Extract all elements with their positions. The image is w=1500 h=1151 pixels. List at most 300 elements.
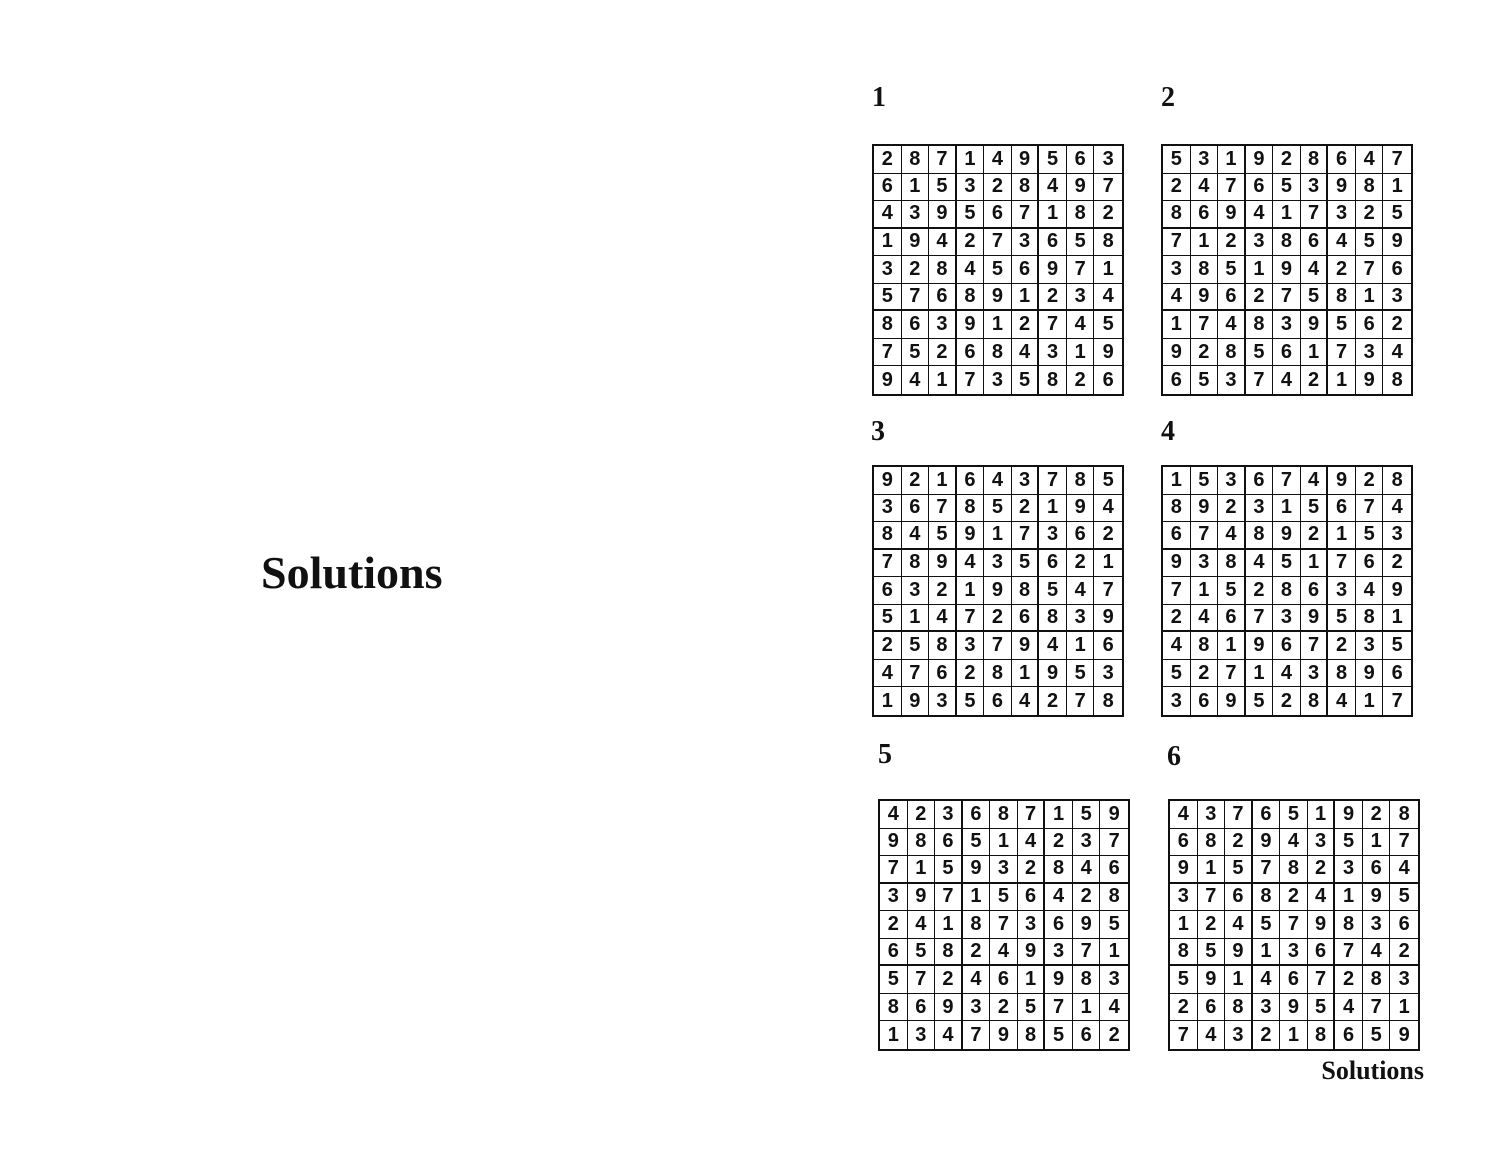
sudoku-cell: 8 bbox=[1163, 201, 1191, 229]
sudoku-cell: 6 bbox=[1039, 229, 1067, 257]
sudoku-cell: 8 bbox=[1335, 911, 1363, 939]
sudoku-cell: 7 bbox=[1039, 311, 1067, 339]
sudoku-cell: 2 bbox=[1067, 366, 1095, 394]
sudoku-cell: 4 bbox=[1390, 856, 1418, 884]
sudoku-cell: 5 bbox=[908, 939, 936, 967]
sudoku-cell: 9 bbox=[1163, 550, 1191, 578]
sudoku-cell: 7 bbox=[1328, 339, 1356, 367]
sudoku-cell: 9 bbox=[990, 1021, 1018, 1049]
sudoku-cell: 2 bbox=[1094, 201, 1122, 229]
sudoku-cell: 2 bbox=[1390, 939, 1418, 967]
sudoku-cell: 3 bbox=[1039, 522, 1067, 550]
sudoku-cell: 1 bbox=[1039, 495, 1067, 523]
sudoku-cell: 9 bbox=[1094, 605, 1122, 633]
sudoku-cell: 1 bbox=[1363, 829, 1391, 857]
sudoku-cell: 2 bbox=[1108, 1023, 1120, 1046]
sudoku-cell: 4 bbox=[1301, 467, 1329, 495]
sudoku-cell: 9 bbox=[1328, 467, 1356, 495]
sudoku-cell: 7 bbox=[1039, 467, 1067, 495]
sudoku-cell: 4 bbox=[990, 939, 1018, 967]
sudoku-cell: 4 bbox=[1246, 201, 1274, 229]
sudoku-cell: 3 bbox=[1363, 911, 1391, 939]
sudoku-cell: 7 bbox=[1012, 201, 1040, 229]
sudoku-cell: 9 bbox=[984, 577, 1012, 605]
sudoku-cell: 8 bbox=[874, 311, 902, 339]
sudoku-cell: 7 bbox=[1198, 884, 1226, 912]
sudoku-cell: 7 bbox=[902, 284, 930, 312]
sudoku-cell: 9 bbox=[1363, 884, 1391, 912]
sudoku-cell: 5 bbox=[1328, 605, 1356, 633]
sudoku-cell: 8 bbox=[1039, 605, 1067, 633]
sudoku-cell: 8 bbox=[1094, 229, 1122, 257]
sudoku-cell: 5 bbox=[1356, 522, 1384, 550]
sudoku-cell: 4 bbox=[1301, 256, 1329, 284]
sudoku-cell: 2 bbox=[1335, 966, 1363, 994]
sudoku-cell: 1 bbox=[1273, 495, 1301, 523]
sudoku-cell: 4 bbox=[1356, 577, 1384, 605]
sudoku-cell: 8 bbox=[1356, 605, 1384, 633]
sudoku-cell: 8 bbox=[1170, 939, 1198, 967]
sudoku-cell: 3 bbox=[880, 884, 908, 912]
sudoku-cell: 1 bbox=[929, 366, 957, 394]
sudoku-cell: 8 bbox=[1253, 884, 1281, 912]
sudoku-cell: 9 bbox=[908, 884, 936, 912]
sudoku-cell: 1 bbox=[1067, 632, 1095, 660]
sudoku-cell: 6 bbox=[1390, 911, 1418, 939]
sudoku-cell: 4 bbox=[1356, 146, 1384, 174]
sudoku-cell: 2 bbox=[1301, 522, 1329, 550]
sudoku-cell: 2 bbox=[984, 605, 1012, 633]
sudoku-cell: 6 bbox=[1356, 550, 1384, 578]
sudoku-cell: 3 bbox=[1067, 605, 1095, 633]
sudoku-cell: 6 bbox=[957, 339, 985, 367]
sudoku-cell: 4 bbox=[1163, 632, 1191, 660]
sudoku-cell: 7 bbox=[1045, 994, 1073, 1022]
sudoku-cell: 1 bbox=[1018, 966, 1046, 994]
sudoku-cell: 9 bbox=[1039, 660, 1067, 688]
sudoku-cell: 7 bbox=[1246, 366, 1274, 394]
sudoku-cell: 2 bbox=[1012, 311, 1040, 339]
sudoku-cell: 1 bbox=[1253, 939, 1281, 967]
sudoku-cell: 7 bbox=[1273, 284, 1301, 312]
sudoku-cell: 5 bbox=[1198, 939, 1226, 967]
sudoku-cell: 5 bbox=[1100, 911, 1128, 939]
sudoku-cell: 8 bbox=[1390, 801, 1418, 829]
sudoku-cell: 7 bbox=[1067, 687, 1095, 715]
sudoku-cell: 9 bbox=[929, 550, 957, 578]
sudoku-cell: 1 bbox=[1383, 174, 1411, 202]
sudoku-cell: 7 bbox=[1218, 174, 1246, 202]
sudoku-cell: 9 bbox=[1301, 605, 1329, 633]
sudoku-cell: 1 bbox=[1280, 1021, 1308, 1049]
sudoku-cell: 3 bbox=[1308, 829, 1336, 857]
sudoku-cell: 4 bbox=[1094, 284, 1122, 312]
sudoku-cell: 1 bbox=[1273, 201, 1301, 229]
sudoku-cell: 2 bbox=[957, 229, 985, 257]
sudoku-cell: 8 bbox=[1018, 1021, 1046, 1049]
sudoku-cell: 7 bbox=[1218, 660, 1246, 688]
sudoku-cell: 9 bbox=[1170, 856, 1198, 884]
sudoku-cell: 3 bbox=[1163, 256, 1191, 284]
sudoku-cell: 8 bbox=[935, 939, 963, 967]
sudoku-grid-6 bbox=[1168, 799, 1420, 1051]
sudoku-cell: 5 bbox=[1073, 801, 1101, 829]
sudoku-cell: 7 bbox=[1335, 939, 1363, 967]
sudoku-cell: 8 bbox=[957, 284, 985, 312]
sudoku-cell: 3 bbox=[929, 687, 957, 715]
sudoku-cell: 7 bbox=[1067, 256, 1095, 284]
sudoku-cell: 8 bbox=[908, 829, 936, 857]
sudoku-cell: 6 bbox=[1073, 1021, 1101, 1049]
sudoku-cell: 1 bbox=[1191, 229, 1219, 257]
sudoku-cell: 3 bbox=[963, 994, 991, 1022]
sudoku-cell: 7 bbox=[1356, 495, 1384, 523]
sudoku-cell: 3 bbox=[1163, 687, 1191, 715]
sudoku-cell: 3 bbox=[1094, 146, 1122, 174]
sudoku-cell: 2 bbox=[990, 994, 1018, 1022]
footer-section-label: Solutions bbox=[1321, 1056, 1424, 1085]
sudoku-cell: 7 bbox=[990, 911, 1018, 939]
sudoku-cell: 7 bbox=[880, 856, 908, 884]
sudoku-cell: 9 bbox=[1356, 660, 1384, 688]
sudoku-cell: 4 bbox=[1045, 884, 1073, 912]
sudoku-cell: 5 bbox=[1163, 660, 1191, 688]
sudoku-cell: 9 bbox=[1218, 687, 1246, 715]
sudoku-cell: 5 bbox=[1218, 577, 1246, 605]
sudoku-cell: 9 bbox=[1246, 632, 1274, 660]
sudoku-cell: 4 bbox=[1039, 174, 1067, 202]
sudoku-cell: 7 bbox=[1356, 256, 1384, 284]
sudoku-cell: 4 bbox=[1308, 884, 1336, 912]
sudoku-cell: 7 bbox=[984, 229, 1012, 257]
sudoku-cell: 2 bbox=[984, 174, 1012, 202]
sudoku-cell: 2 bbox=[1039, 687, 1067, 715]
sudoku-cell: 1 bbox=[1163, 311, 1191, 339]
sudoku-cell: 1 bbox=[1328, 522, 1356, 550]
sudoku-grid-3 bbox=[872, 465, 1124, 717]
sudoku-grid-1 bbox=[872, 144, 1124, 396]
sudoku-cell: 8 bbox=[1273, 577, 1301, 605]
sudoku-cell: 1 bbox=[1246, 660, 1274, 688]
sudoku-cell: 9 bbox=[880, 829, 908, 857]
sudoku-cell: 4 bbox=[1218, 311, 1246, 339]
sudoku-cell: 5 bbox=[874, 284, 902, 312]
sudoku-cell: 8 bbox=[902, 146, 930, 174]
sudoku-cell: 9 bbox=[1012, 632, 1040, 660]
sudoku-cell: 5 bbox=[1363, 1021, 1391, 1049]
sudoku-cell: 8 bbox=[1067, 201, 1095, 229]
sudoku-cell: 3 bbox=[1198, 801, 1226, 829]
sudoku-cell: 4 bbox=[1012, 687, 1040, 715]
sudoku-cell: 1 bbox=[929, 467, 957, 495]
sudoku-cell: 4 bbox=[1335, 994, 1363, 1022]
sudoku-cell: 3 bbox=[908, 1021, 936, 1049]
sudoku-cell: 7 bbox=[1012, 522, 1040, 550]
sudoku-cell: 5 bbox=[1280, 801, 1308, 829]
sudoku-cell: 6 bbox=[1012, 605, 1040, 633]
sudoku-cell: 2 bbox=[1012, 495, 1040, 523]
sudoku-cell: 6 bbox=[1170, 829, 1198, 857]
sudoku-cell: 8 bbox=[1191, 632, 1219, 660]
sudoku-cell: 9 bbox=[1280, 994, 1308, 1022]
sudoku-cell: 4 bbox=[935, 1021, 963, 1049]
sudoku-cell: 9 bbox=[1191, 495, 1219, 523]
sudoku-cell: 3 bbox=[1328, 577, 1356, 605]
sudoku-cell: 7 bbox=[935, 884, 963, 912]
sudoku-cell: 7 bbox=[1073, 939, 1101, 967]
sudoku-cell: 8 bbox=[929, 256, 957, 284]
sudoku-cell: 3 bbox=[1045, 939, 1073, 967]
sudoku-cell: 5 bbox=[990, 884, 1018, 912]
sudoku-cell: 8 bbox=[1328, 284, 1356, 312]
sudoku-cell: 6 bbox=[929, 284, 957, 312]
sudoku-cell: 5 bbox=[984, 256, 1012, 284]
sudoku-cell: 7 bbox=[1280, 911, 1308, 939]
sudoku-cell: 1 bbox=[1045, 801, 1073, 829]
sudoku-cell: 3 bbox=[990, 856, 1018, 884]
sudoku-cell: 2 bbox=[1246, 284, 1274, 312]
sudoku-cell: 3 bbox=[1067, 284, 1095, 312]
sudoku-cell: 7 bbox=[929, 495, 957, 523]
sudoku-cell: 1 bbox=[874, 229, 902, 257]
sudoku-cell: 3 bbox=[1073, 829, 1101, 857]
sudoku-cell: 1 bbox=[1073, 994, 1101, 1022]
sudoku-cell: 9 bbox=[1253, 829, 1281, 857]
sudoku-cell: 4 bbox=[874, 201, 902, 229]
sudoku-cell: 5 bbox=[929, 522, 957, 550]
sudoku-cell: 1 bbox=[1170, 911, 1198, 939]
sudoku-cell: 3 bbox=[1012, 229, 1040, 257]
sudoku-cell: 9 bbox=[1383, 229, 1411, 257]
sudoku-cell: 1 bbox=[1308, 801, 1336, 829]
sudoku-cell: 5 bbox=[1191, 467, 1219, 495]
sudoku-cell: 9 bbox=[1398, 1023, 1410, 1046]
sudoku-cell: 7 bbox=[1273, 467, 1301, 495]
sudoku-cell: 5 bbox=[1094, 311, 1122, 339]
sudoku-cell: 2 bbox=[908, 801, 936, 829]
sudoku-cell: 4 bbox=[1328, 229, 1356, 257]
sudoku-cell: 8 bbox=[1191, 256, 1219, 284]
sudoku-cell: 3 bbox=[902, 577, 930, 605]
sudoku-cell: 4 bbox=[929, 229, 957, 257]
sudoku-cell: 4 bbox=[1253, 966, 1281, 994]
sudoku-cell: 6 bbox=[1067, 146, 1095, 174]
sudoku-cell: 1 bbox=[935, 911, 963, 939]
sudoku-cell: 5 bbox=[929, 174, 957, 202]
sudoku-cell: 2 bbox=[1328, 256, 1356, 284]
sudoku-cell: 6 bbox=[1301, 577, 1329, 605]
sudoku-cell: 6 bbox=[929, 660, 957, 688]
sudoku-cell: 9 bbox=[1198, 966, 1226, 994]
sudoku-cell: 9 bbox=[1273, 256, 1301, 284]
sudoku-cell: 6 bbox=[1363, 856, 1391, 884]
sudoku-cell: 5 bbox=[1246, 687, 1274, 715]
sudoku-cell: 2 bbox=[874, 146, 902, 174]
sudoku-cell: 5 bbox=[902, 632, 930, 660]
sudoku-cell: 6 bbox=[1191, 687, 1219, 715]
sudoku-cell: 8 bbox=[874, 522, 902, 550]
sudoku-cell: 8 bbox=[984, 660, 1012, 688]
sudoku-cell: 6 bbox=[1328, 495, 1356, 523]
page-title: Solutions bbox=[261, 547, 443, 598]
sudoku-cell: 7 bbox=[1170, 1021, 1198, 1049]
sudoku-cell: 3 bbox=[1273, 605, 1301, 633]
sudoku-cell: 5 bbox=[1067, 229, 1095, 257]
sudoku-cell: 2 bbox=[1356, 467, 1384, 495]
sudoku-cell: 6 bbox=[874, 577, 902, 605]
sudoku-cell: 7 bbox=[1163, 229, 1191, 257]
sudoku-cell: 6 bbox=[1225, 884, 1253, 912]
sudoku-cell: 5 bbox=[1045, 1021, 1073, 1049]
sudoku-cell: 3 bbox=[1218, 467, 1246, 495]
sudoku-cell: 4 bbox=[1328, 687, 1356, 715]
sudoku-cell: 6 bbox=[1335, 1021, 1363, 1049]
sudoku-cell: 6 bbox=[1246, 174, 1274, 202]
sudoku-cell: 8 bbox=[1039, 366, 1067, 394]
sudoku-cell: 2 bbox=[902, 467, 930, 495]
sudoku-cell: 2 bbox=[1383, 311, 1411, 339]
sudoku-cell: 5 bbox=[902, 339, 930, 367]
sudoku-cell: 5 bbox=[1218, 256, 1246, 284]
sudoku-cell: 4 bbox=[1012, 339, 1040, 367]
sudoku-cell: 2 bbox=[1301, 366, 1329, 394]
sudoku-cell: 9 bbox=[874, 467, 902, 495]
sudoku-cell: 9 bbox=[1383, 577, 1411, 605]
sudoku-cell: 9 bbox=[1218, 201, 1246, 229]
sudoku-cell: 6 bbox=[1383, 660, 1411, 688]
sudoku-cell: 8 bbox=[1100, 884, 1128, 912]
sudoku-cell: 4 bbox=[1067, 311, 1095, 339]
sudoku-cell: 8 bbox=[1391, 368, 1403, 391]
sudoku-cell: 4 bbox=[963, 966, 991, 994]
sudoku-cell: 7 bbox=[902, 660, 930, 688]
sudoku-cell: 9 bbox=[1301, 311, 1329, 339]
sudoku-cell: 1 bbox=[963, 884, 991, 912]
sudoku-cell: 9 bbox=[1246, 146, 1274, 174]
sudoku-cell: 1 bbox=[1218, 632, 1246, 660]
sudoku-cell: 7 bbox=[957, 366, 985, 394]
sudoku-cell: 3 bbox=[1253, 994, 1281, 1022]
sudoku-cell: 2 bbox=[1073, 884, 1101, 912]
sudoku-cell: 3 bbox=[1356, 632, 1384, 660]
sudoku-cell: 5 bbox=[1301, 284, 1329, 312]
sudoku-cell: 4 bbox=[1383, 495, 1411, 523]
sudoku-cell: 8 bbox=[929, 632, 957, 660]
sudoku-cell: 1 bbox=[1356, 687, 1384, 715]
sudoku-cell: 3 bbox=[1170, 884, 1198, 912]
sudoku-cell: 7 bbox=[1363, 994, 1391, 1022]
sudoku-cell: 6 bbox=[1273, 339, 1301, 367]
sudoku-cell: 4 bbox=[1170, 801, 1198, 829]
sudoku-cell: 2 bbox=[1191, 339, 1219, 367]
sudoku-cell: 6 bbox=[1308, 939, 1336, 967]
sudoku-cell: 6 bbox=[902, 311, 930, 339]
sudoku-cell: 8 bbox=[1012, 577, 1040, 605]
sudoku-cell: 4 bbox=[1383, 339, 1411, 367]
puzzle-number-4: 4 bbox=[1161, 416, 1175, 447]
sudoku-cell: 1 bbox=[1328, 366, 1356, 394]
sudoku-cell: 5 bbox=[1191, 366, 1219, 394]
sudoku-cell: 9 bbox=[1163, 339, 1191, 367]
sudoku-cell: 9 bbox=[935, 994, 963, 1022]
sudoku-cell: 8 bbox=[1301, 687, 1329, 715]
sudoku-cell: 7 bbox=[1163, 577, 1191, 605]
sudoku-cell: 3 bbox=[1191, 146, 1219, 174]
sudoku-cell: 2 bbox=[880, 911, 908, 939]
sudoku-cell: 7 bbox=[1383, 146, 1411, 174]
sudoku-cell: 2 bbox=[1045, 829, 1073, 857]
sudoku-cell: 2 bbox=[1363, 801, 1391, 829]
sudoku-cell: 6 bbox=[990, 966, 1018, 994]
sudoku-cell: 9 bbox=[1018, 939, 1046, 967]
sudoku-cell: 1 bbox=[908, 856, 936, 884]
sudoku-cell: 1 bbox=[874, 687, 902, 715]
sudoku-cell: 7 bbox=[908, 966, 936, 994]
sudoku-cell: 2 bbox=[1273, 687, 1301, 715]
sudoku-cell: 5 bbox=[1225, 856, 1253, 884]
sudoku-cell: 5 bbox=[880, 966, 908, 994]
sudoku-cell: 1 bbox=[902, 605, 930, 633]
sudoku-cell: 8 bbox=[1246, 522, 1274, 550]
sudoku-cell: 2 bbox=[1163, 174, 1191, 202]
sudoku-cell: 1 bbox=[1012, 284, 1040, 312]
sudoku-cell: 9 bbox=[1335, 801, 1363, 829]
sudoku-cell: 6 bbox=[1328, 146, 1356, 174]
sudoku-cell: 4 bbox=[1100, 994, 1128, 1022]
sudoku-cell: 1 bbox=[1191, 577, 1219, 605]
sudoku-cell: 5 bbox=[1067, 660, 1095, 688]
sudoku-cell: 6 bbox=[1100, 856, 1128, 884]
sudoku-cell: 4 bbox=[957, 550, 985, 578]
sudoku-cell: 9 bbox=[1073, 911, 1101, 939]
sudoku-cell: 7 bbox=[984, 632, 1012, 660]
sudoku-cell: 3 bbox=[874, 256, 902, 284]
sudoku-cell: 4 bbox=[984, 467, 1012, 495]
sudoku-cell: 1 bbox=[1356, 284, 1384, 312]
sudoku-cell: 7 bbox=[1100, 829, 1128, 857]
sudoku-cell: 9 bbox=[1273, 522, 1301, 550]
sudoku-cell: 9 bbox=[1191, 284, 1219, 312]
puzzle-number-3: 3 bbox=[871, 416, 885, 447]
sudoku-grid-2 bbox=[1161, 144, 1413, 396]
sudoku-cell: 5 bbox=[874, 605, 902, 633]
sudoku-cell: 9 bbox=[1067, 174, 1095, 202]
sudoku-cell: 7 bbox=[1225, 801, 1253, 829]
sudoku-cell: 3 bbox=[874, 495, 902, 523]
sudoku-cell: 8 bbox=[1012, 174, 1040, 202]
sudoku-cell: 6 bbox=[1253, 801, 1281, 829]
sudoku-cell: 4 bbox=[908, 911, 936, 939]
sudoku-cell: 5 bbox=[1039, 577, 1067, 605]
sudoku-cell: 1 bbox=[1301, 550, 1329, 578]
sudoku-cell: 4 bbox=[929, 605, 957, 633]
sudoku-cell: 5 bbox=[1308, 994, 1336, 1022]
sudoku-cell: 2 bbox=[1191, 660, 1219, 688]
sudoku-cell: 3 bbox=[1094, 660, 1122, 688]
sudoku-cell: 8 bbox=[1308, 1021, 1336, 1049]
sudoku-cell: 1 bbox=[957, 577, 985, 605]
sudoku-cell: 5 bbox=[1253, 911, 1281, 939]
sudoku-cell: 1 bbox=[1198, 856, 1226, 884]
sudoku-cell: 8 bbox=[1102, 689, 1114, 712]
sudoku-cell: 4 bbox=[1280, 829, 1308, 857]
sudoku-cell: 4 bbox=[902, 366, 930, 394]
puzzle-number-6: 6 bbox=[1167, 741, 1181, 772]
sudoku-cell: 8 bbox=[1301, 146, 1329, 174]
sudoku-cell: 8 bbox=[1383, 467, 1411, 495]
sudoku-cell: 4 bbox=[1273, 660, 1301, 688]
sudoku-cell: 5 bbox=[1301, 495, 1329, 523]
